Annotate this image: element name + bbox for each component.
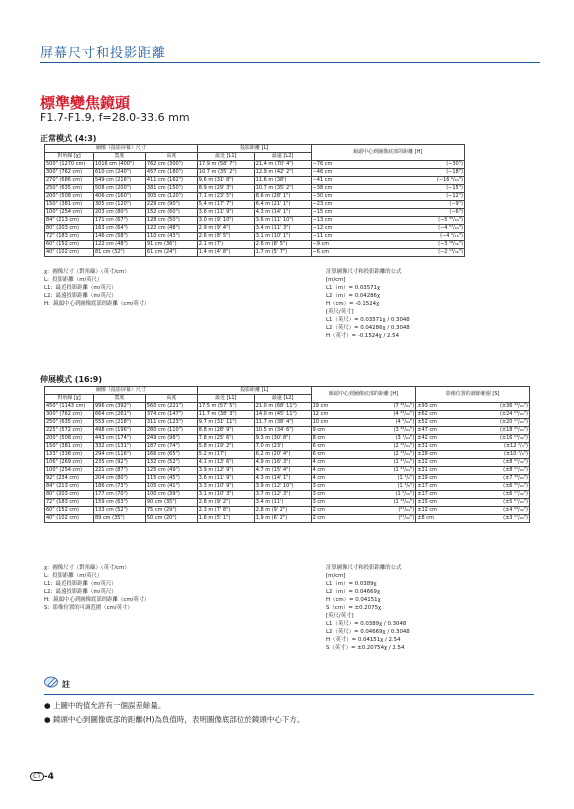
table-cell: (2 ²⁹/₆₄") xyxy=(341,443,416,451)
table-cell: −11 cm xyxy=(311,233,349,241)
col-s: 影像位置的調節範圍 [S] xyxy=(416,387,530,403)
table-cell: (±10 ⁷/₈") xyxy=(446,451,530,459)
table-cell: 300" (762 cm) xyxy=(45,169,94,177)
table-cell: 150" (381 cm) xyxy=(45,201,94,209)
table-cell: 250" (635 cm) xyxy=(45,419,94,427)
table-cell: 152 cm (60") xyxy=(145,209,197,217)
table-cell: 2.6 m (8' 5") xyxy=(197,233,254,241)
table-cell: 3.4 m (11' 3") xyxy=(254,225,311,233)
table-cell: 381 cm (150") xyxy=(145,185,197,193)
col-width: 寬度 xyxy=(93,153,145,161)
table-cell: (±8 ²¹/₃₂") xyxy=(446,459,530,467)
table-cell: 3.6 m (11' 10") xyxy=(254,217,311,225)
table-cell: 9 cm xyxy=(311,427,341,435)
table-row xyxy=(45,241,465,249)
col-h: 鏡頭中心到圖像底部的距離 [H] xyxy=(311,145,464,161)
table-cell: 100" (254 cm) xyxy=(45,467,94,475)
table-cell: 75 cm (29") xyxy=(145,507,197,515)
col-height: 高度 xyxy=(145,153,197,161)
table-cell: 4.9 m (16' 3") xyxy=(254,459,311,467)
table-cell: 8.8 m (28' 9") xyxy=(197,427,254,435)
note-label: 註 xyxy=(62,680,70,689)
normal-mode-table xyxy=(44,144,465,257)
note-item: ● 上圖中的值允許有一個誤差餘量。 xyxy=(44,701,166,710)
section-header: 屏幕尺寸和投影距離 xyxy=(40,46,167,61)
col-width: 寬度 xyxy=(93,395,145,403)
table-cell: 186 cm (73") xyxy=(93,483,145,491)
wide-formula: 計算圖像尺寸和投影距離的公式 [m/cm] L1（m）= 0.0389χ L2（m）= 0.04669χ H（cm）= 0.04151χ S（cm）= ±0.2075χ [英尺/英寸] L1（英尺）= 0.0389χ / 0.3048 L2（英尺）= 0.04669χ / 0.3048 H（英寸）= 0.04151χ / 2.54 S（英寸）= ±0.20754χ / 2.54 xyxy=(326,565,410,651)
table-cell: 1.6 m (5' 1") xyxy=(197,515,254,523)
table-cell: 60" (152 cm) xyxy=(45,241,94,249)
table-cell: 84" (213 cm) xyxy=(45,483,94,491)
table-cell: 3 cm xyxy=(311,483,341,491)
table-cell: 2.9 m (9' 4") xyxy=(197,225,254,233)
language-badge: CT xyxy=(30,772,44,781)
table-cell: 280 cm (110") xyxy=(145,427,197,435)
wide-mode-heading: 伸展模式 (16:9) xyxy=(40,375,102,384)
table-cell: ±31 cm xyxy=(416,443,446,451)
header-rule xyxy=(40,62,540,63)
table-cell: −12 cm xyxy=(311,225,349,233)
table-cell: 166 cm (65") xyxy=(145,451,197,459)
table-cell: −76 cm xyxy=(311,161,349,169)
table-cell: 553 cm (218") xyxy=(93,419,145,427)
table-cell: (−6") xyxy=(349,209,465,217)
table-cell: 133" (338 cm) xyxy=(45,451,94,459)
table-cell: 115 cm (45") xyxy=(145,475,197,483)
table-cell: 225" (572 cm) xyxy=(45,427,94,435)
table-cell: 4.1 m (13' 6") xyxy=(197,459,254,467)
wide-legend: χ: 圖像尺寸（對角線）（英寸/cm） L: 投影距離（m/英尺） L1: 最近投影距離（m/英尺） L2: 最遠投影距離（m/英尺） H: 鏡頭中心到圖像底部的距離（cm/英寸） S: 影像位置的可調范圍（cm/英寸） xyxy=(44,565,150,611)
table-cell: 3.4 m (11') xyxy=(254,499,311,507)
table-cell: 4.3 m (14' 1") xyxy=(254,475,311,483)
table-cell: ±12 cm xyxy=(416,507,446,515)
table-cell: 3.1 m (10' 3") xyxy=(197,491,254,499)
table-cell: (±8 ¹¹/₆₄") xyxy=(446,467,530,475)
table-cell: 6 cm xyxy=(311,451,341,459)
table-cell: 163 cm (64") xyxy=(93,225,145,233)
table-cell: −6 cm xyxy=(311,249,349,257)
table-cell: (−12") xyxy=(349,193,465,201)
table-cell: 72" (183 cm) xyxy=(45,233,94,241)
col-diag: 對角線 [χ] xyxy=(45,395,94,403)
table-cell: (−18") xyxy=(349,169,465,177)
table-cell: 6.2 m (20' 4") xyxy=(254,451,311,459)
table-cell: 1016 cm (400") xyxy=(93,161,145,169)
table-cell: 2.1 m (7') xyxy=(197,241,254,249)
table-cell: (±5 ⁵⁷/₆₄") xyxy=(446,499,530,507)
table-row xyxy=(45,217,465,225)
table-row xyxy=(45,411,530,419)
table-row xyxy=(45,169,465,177)
page-title: 標準變焦鏡頭 xyxy=(40,94,131,112)
table-cell: 270" (686 cm) xyxy=(45,177,94,185)
normal-legend: χ: 圖像尺寸（對角線）（英寸/cm） L: 投影距離（m/英尺） L1: 最近投影距離（m/英尺） L2: 最遠投影距離（m/英尺） H: 鏡頭中心到圖像底部的距離（cm/英寸） xyxy=(44,269,150,307)
table-cell: 9.7 m (31' 11") xyxy=(197,419,254,427)
table-row xyxy=(45,201,465,209)
table-cell: 61 cm (24") xyxy=(145,249,197,257)
table-cell: 3.1 m (10' 1") xyxy=(254,233,311,241)
table-cell: 549 cm (216") xyxy=(93,177,145,185)
table-cell: (1 ¹/₂") xyxy=(341,475,416,483)
table-cell: 40" (102 cm) xyxy=(45,515,94,523)
table-row xyxy=(45,161,465,169)
table-cell: 1.7 m (5' 7") xyxy=(254,249,311,257)
table-row xyxy=(45,185,465,193)
table-cell: 229 cm (90") xyxy=(145,201,197,209)
table-cell: (±18 ²⁵/₆₄") xyxy=(446,427,530,435)
table-cell: 2.8 m (9' 2") xyxy=(197,499,254,507)
table-cell: (7 ³⁹/₆₄") xyxy=(341,403,416,411)
table-cell: 508 cm (200") xyxy=(93,185,145,193)
table-cell: ±42 cm xyxy=(416,435,446,443)
table-cell: 4 cm xyxy=(311,475,341,483)
table-cell: 4 cm xyxy=(311,467,341,475)
table-cell: 128 cm (50") xyxy=(145,217,197,225)
table-cell: −15 cm xyxy=(311,209,349,217)
page-number: CT -4 xyxy=(30,772,54,782)
normal-formula: 計算圖像尺寸和投影距離的公式 [m/cm] L1（m）= 0.03571χ L2（m）= 0.04286χ H（cm）= -0.1524χ [英尺/英寸] L1（英尺）= 0.03571χ / 0.3048 L2（英尺）= 0.04286χ / 0.3048 H（英寸）= -0.1524χ / 2.54 xyxy=(326,269,410,339)
table-cell: 9.3 m (30' 8") xyxy=(254,435,311,443)
table-cell: 50 cm (20") xyxy=(145,515,197,523)
table-cell: −13 cm xyxy=(311,217,349,225)
table-cell: 5.2 m (17') xyxy=(197,451,254,459)
table-cell: −23 cm xyxy=(311,201,349,209)
table-cell: 6.4 m (21' 1") xyxy=(254,201,311,209)
table-row xyxy=(45,451,530,459)
table-cell: 8.6 m (28' 1") xyxy=(254,193,311,201)
table-cell: (±6 ⁵⁵/₆₄") xyxy=(446,483,530,491)
table-cell: 159 cm (63") xyxy=(93,499,145,507)
table-cell: 664 cm (261") xyxy=(93,411,145,419)
table-cell: 150" (381 cm) xyxy=(45,443,94,451)
table-cell: 100" (254 cm) xyxy=(45,209,94,217)
table-cell: 11.7 m (38' 4") xyxy=(254,419,311,427)
table-cell: ±22 cm xyxy=(416,459,446,467)
table-row xyxy=(45,249,465,257)
table-cell: (±3 ¹⁷/₆₄") xyxy=(446,515,530,523)
table-cell: −38 cm xyxy=(311,185,349,193)
table-cell: 9.6 m (31' 8") xyxy=(197,177,254,185)
table-cell: 200" (508 cm) xyxy=(45,435,94,443)
table-row xyxy=(45,419,530,427)
table-row xyxy=(45,499,530,507)
table-cell: 3 cm xyxy=(311,499,341,507)
table-cell: (−9") xyxy=(349,201,465,209)
table-cell: 300" (762 cm) xyxy=(45,411,94,419)
col-h: 鏡頭中心到圖像底部的距離 [H] xyxy=(311,387,416,403)
table-cell: −41 cm xyxy=(311,177,349,185)
table-cell: 332 cm (131") xyxy=(93,443,145,451)
table-cell: 200" (508 cm) xyxy=(45,193,94,201)
table-row xyxy=(45,233,465,241)
table-cell: 6 cm xyxy=(311,443,341,451)
table-cell: ±62 cm xyxy=(416,411,446,419)
table-row xyxy=(45,507,530,515)
table-cell: 3.6 m (11' 9") xyxy=(197,209,254,217)
table-cell: −30 cm xyxy=(311,193,349,201)
table-row xyxy=(45,483,530,491)
table-cell: 457 cm (180") xyxy=(145,169,197,177)
table-cell: (±12 ¹/₄") xyxy=(446,443,530,451)
table-cell: 249 cm (98") xyxy=(145,435,197,443)
table-cell: 560 cm (221") xyxy=(145,403,197,411)
table-cell: 374 cm (147") xyxy=(145,411,197,419)
table-row xyxy=(45,177,465,185)
col-diag: 對角線 [χ] xyxy=(45,153,94,161)
note-item: ● 鏡頭中心到圖像底部的距離(H)為負值時，表明圖像底部位於鏡頭中心下方。 xyxy=(44,715,305,724)
table-cell: 235 cm (92") xyxy=(93,459,145,467)
col-distance: 投影距離 [L] xyxy=(197,145,311,153)
table-row xyxy=(45,403,530,411)
table-cell: 500" (1270 cm) xyxy=(45,161,94,169)
table-cell: 89 cm (35") xyxy=(93,515,145,523)
table-cell: ±47 cm xyxy=(416,427,446,435)
lens-spec: F1.7-F1.9, f=28.0-33.6 mm xyxy=(40,111,190,124)
table-cell: (−16 ⁹/₆₄") xyxy=(349,177,465,185)
col-l1: 最近 [L1] xyxy=(197,153,254,161)
col-l2: 最遠 [L2] xyxy=(254,395,311,403)
table-cell: 221 cm (87") xyxy=(93,467,145,475)
table-cell: 12 cm xyxy=(311,411,341,419)
table-cell: (−5 ³⁵/₆₄") xyxy=(349,217,465,225)
table-cell: 177 cm (70") xyxy=(93,491,145,499)
table-cell: 3.9 m (12' 9") xyxy=(197,467,254,475)
table-cell: (−4 ⁵⁷/₆₄") xyxy=(349,225,465,233)
table-cell: 21.4 m (70' 4") xyxy=(254,161,311,169)
table-cell: 133 cm (52") xyxy=(93,507,145,515)
table-cell: (−2 ¹³/₃₂") xyxy=(349,249,465,257)
table-cell: 122 cm (48") xyxy=(145,225,197,233)
table-cell: 5.8 m (19' 2") xyxy=(197,443,254,451)
table-cell: 443 cm (174") xyxy=(93,435,145,443)
table-cell: 3 cm xyxy=(311,491,341,499)
table-cell: 17.9 m (58' 7") xyxy=(197,161,254,169)
table-cell: 305 cm (120") xyxy=(145,193,197,201)
col-l2: 最遠 [L2] xyxy=(254,153,311,161)
table-cell: 146 cm (58") xyxy=(93,233,145,241)
table-cell: ±28 cm xyxy=(416,451,446,459)
table-cell: 3.9 m (12' 10") xyxy=(254,483,311,491)
table-cell: 2 cm xyxy=(311,507,341,515)
col-size: 圖像（投影屏幕）尺寸 xyxy=(45,387,198,395)
table-cell: (3 ¹/₆₄") xyxy=(341,435,416,443)
table-cell: (4 ²³/₃₂") xyxy=(341,411,416,419)
table-cell: 17.5 m (57' 5") xyxy=(197,403,254,411)
table-cell: 12.9 m (42' 2") xyxy=(254,169,311,177)
col-height: 高度 xyxy=(145,395,197,403)
table-cell: 92" (234 cm) xyxy=(45,475,94,483)
table-cell: (1 ¹³/₆₄") xyxy=(341,499,416,507)
table-cell: ±21 cm xyxy=(416,467,446,475)
table-cell: 21.0 m (68' 11") xyxy=(254,403,311,411)
table-cell: (±6 ¹⁷/₃₂") xyxy=(446,491,530,499)
table-cell: 610 cm (240") xyxy=(93,169,145,177)
table-cell: ±8 cm xyxy=(416,515,446,523)
col-size: 圖像（投影屏幕）尺寸 xyxy=(45,145,198,153)
table-cell: 10.5 m (34' 6") xyxy=(254,427,311,435)
table-cell: 5.4 m (17' 7") xyxy=(197,201,254,209)
table-row xyxy=(45,435,530,443)
table-cell: (±24 ²³/₆₄") xyxy=(446,411,530,419)
table-cell: 60" (152 cm) xyxy=(45,507,94,515)
table-cell: 3.7 m (12' 3") xyxy=(254,491,311,499)
table-cell: 311 cm (123") xyxy=(145,419,197,427)
table-cell: −9 cm xyxy=(311,241,349,249)
table-cell: 10.7 m (35' 2") xyxy=(197,169,254,177)
table-row xyxy=(45,467,530,475)
table-cell: 7.8 m (25' 6") xyxy=(197,435,254,443)
table-cell: (1 ³/₈") xyxy=(341,483,416,491)
table-cell: 11.6 m (38') xyxy=(254,177,311,185)
table-row xyxy=(45,209,465,217)
table-cell: 406 cm (160") xyxy=(93,193,145,201)
table-cell: 250" (635 cm) xyxy=(45,185,94,193)
table-cell: (−3 ¹⁹/₃₂") xyxy=(349,241,465,249)
col-distance: 投影距離 [L] xyxy=(197,387,311,395)
table-cell: 305 cm (120") xyxy=(93,201,145,209)
table-cell: (²¹/₃₂") xyxy=(341,515,416,523)
table-cell: 4.3 m (14' 1") xyxy=(254,209,311,217)
table-cell: 4 cm xyxy=(311,459,341,467)
table-cell: 187 cm (74") xyxy=(145,443,197,451)
note-rule xyxy=(44,694,534,695)
table-cell: 1.9 m (6' 2") xyxy=(254,515,311,523)
table-cell: 2.8 m (9' 2") xyxy=(254,507,311,515)
table-cell: 411 cm (162") xyxy=(145,177,197,185)
table-cell: 204 cm (80") xyxy=(93,475,145,483)
table-cell: 132 cm (52") xyxy=(145,459,197,467)
table-cell: 2.6 m (8' 5") xyxy=(254,241,311,249)
table-cell: 10.7 m (35' 2") xyxy=(254,185,311,193)
table-cell: 203 cm (80") xyxy=(93,209,145,217)
normal-mode-heading: 正常模式 (4:3) xyxy=(40,134,97,143)
table-cell: ±52 cm xyxy=(416,419,446,427)
table-cell: 762 cm (300") xyxy=(145,161,197,169)
table-row xyxy=(45,443,530,451)
table-cell: 80" (203 cm) xyxy=(45,225,94,233)
table-cell: 7.1 m (23' 5") xyxy=(197,193,254,201)
table-cell: (−30") xyxy=(349,161,465,169)
wide-mode-table xyxy=(44,386,530,523)
table-row xyxy=(45,427,530,435)
table-cell: 19 cm xyxy=(311,403,341,411)
table-cell: 10 cm xyxy=(311,419,341,427)
table-row xyxy=(45,491,530,499)
table-cell: (1 ⁵/₁₆") xyxy=(341,491,416,499)
table-cell: (−15") xyxy=(349,185,465,193)
table-cell: 7.0 m (23') xyxy=(254,443,311,451)
table-cell: 91 cm (36") xyxy=(145,241,197,249)
table-cell: −46 cm xyxy=(311,169,349,177)
table-cell: 110 cm (43") xyxy=(145,233,197,241)
table-cell: (−4 ⁵/₁₆") xyxy=(349,233,465,241)
table-cell: 3.0 m (9' 10") xyxy=(197,217,254,225)
table-cell: 498 cm (196") xyxy=(93,427,145,435)
table-cell: 11.7 m (38' 3") xyxy=(197,411,254,419)
col-l1: 最近 [L1] xyxy=(197,395,254,403)
table-cell: 72" (183 cm) xyxy=(45,499,94,507)
table-cell: (±16 ¹³/₃₂") xyxy=(446,435,530,443)
table-cell: (1 ⁴⁷/₆₄") xyxy=(341,459,416,467)
table-cell: 8 cm xyxy=(311,435,341,443)
table-cell: ±17 cm xyxy=(416,491,446,499)
table-cell: ±19 cm xyxy=(416,475,446,483)
table-cell: 122 cm (48") xyxy=(93,241,145,249)
table-cell: 996 cm (392") xyxy=(93,403,145,411)
table-row xyxy=(45,225,465,233)
table-cell: (±4 ²⁹/₃₂") xyxy=(446,507,530,515)
table-cell: 1.4 m (4' 8") xyxy=(197,249,254,257)
table-cell: 4.7 m (15' 4") xyxy=(254,467,311,475)
table-cell: (1 ⁴¹/₆₄") xyxy=(341,467,416,475)
table-cell: 450" (1143 cm) xyxy=(45,403,94,411)
table-cell: ±17 cm xyxy=(416,483,446,491)
table-cell: ±93 cm xyxy=(416,403,446,411)
table-cell: 294 cm (116") xyxy=(93,451,145,459)
table-cell: 3.6 m (11' 9") xyxy=(197,475,254,483)
table-cell: 2.3 m (7' 8") xyxy=(197,507,254,515)
table-cell: 81 cm (32") xyxy=(93,249,145,257)
table-row xyxy=(45,459,530,467)
table-cell: 2 cm xyxy=(311,515,341,523)
table-cell: (3 ³⁹/₆₄") xyxy=(341,427,416,435)
table-cell: (±20 ¹⁷/₆₄") xyxy=(446,419,530,427)
table-cell: 171 cm (67") xyxy=(93,217,145,225)
table-cell: 106" (269 cm) xyxy=(45,459,94,467)
table-cell: 90 cm (35") xyxy=(145,499,197,507)
table-row xyxy=(45,515,530,523)
table-cell: 84" (213 cm) xyxy=(45,217,94,225)
table-cell: 100 cm (39") xyxy=(145,491,197,499)
table-cell: (±7 ³³/₆₄") xyxy=(446,475,530,483)
table-cell: ±15 cm xyxy=(416,499,446,507)
table-cell: (4 ⁵/₆₄") xyxy=(341,419,416,427)
table-cell: (2 ¹³/₆₄") xyxy=(341,451,416,459)
table-cell: (±36 ⁴³/₆₄") xyxy=(446,403,530,411)
pencil-note-icon xyxy=(44,676,60,688)
table-cell: (⁶³/₆₄") xyxy=(341,507,416,515)
table-cell: 105 cm (41") xyxy=(145,483,197,491)
table-cell: 40" (102 cm) xyxy=(45,249,94,257)
table-cell: 8.9 m (29' 3") xyxy=(197,185,254,193)
table-row xyxy=(45,193,465,201)
table-cell: 80" (203 cm) xyxy=(45,491,94,499)
table-cell: 3.3 m (10' 9") xyxy=(197,483,254,491)
table-cell: 14.0 m (45' 11") xyxy=(254,411,311,419)
table-row xyxy=(45,475,530,483)
table-cell: 125 cm (49") xyxy=(145,467,197,475)
